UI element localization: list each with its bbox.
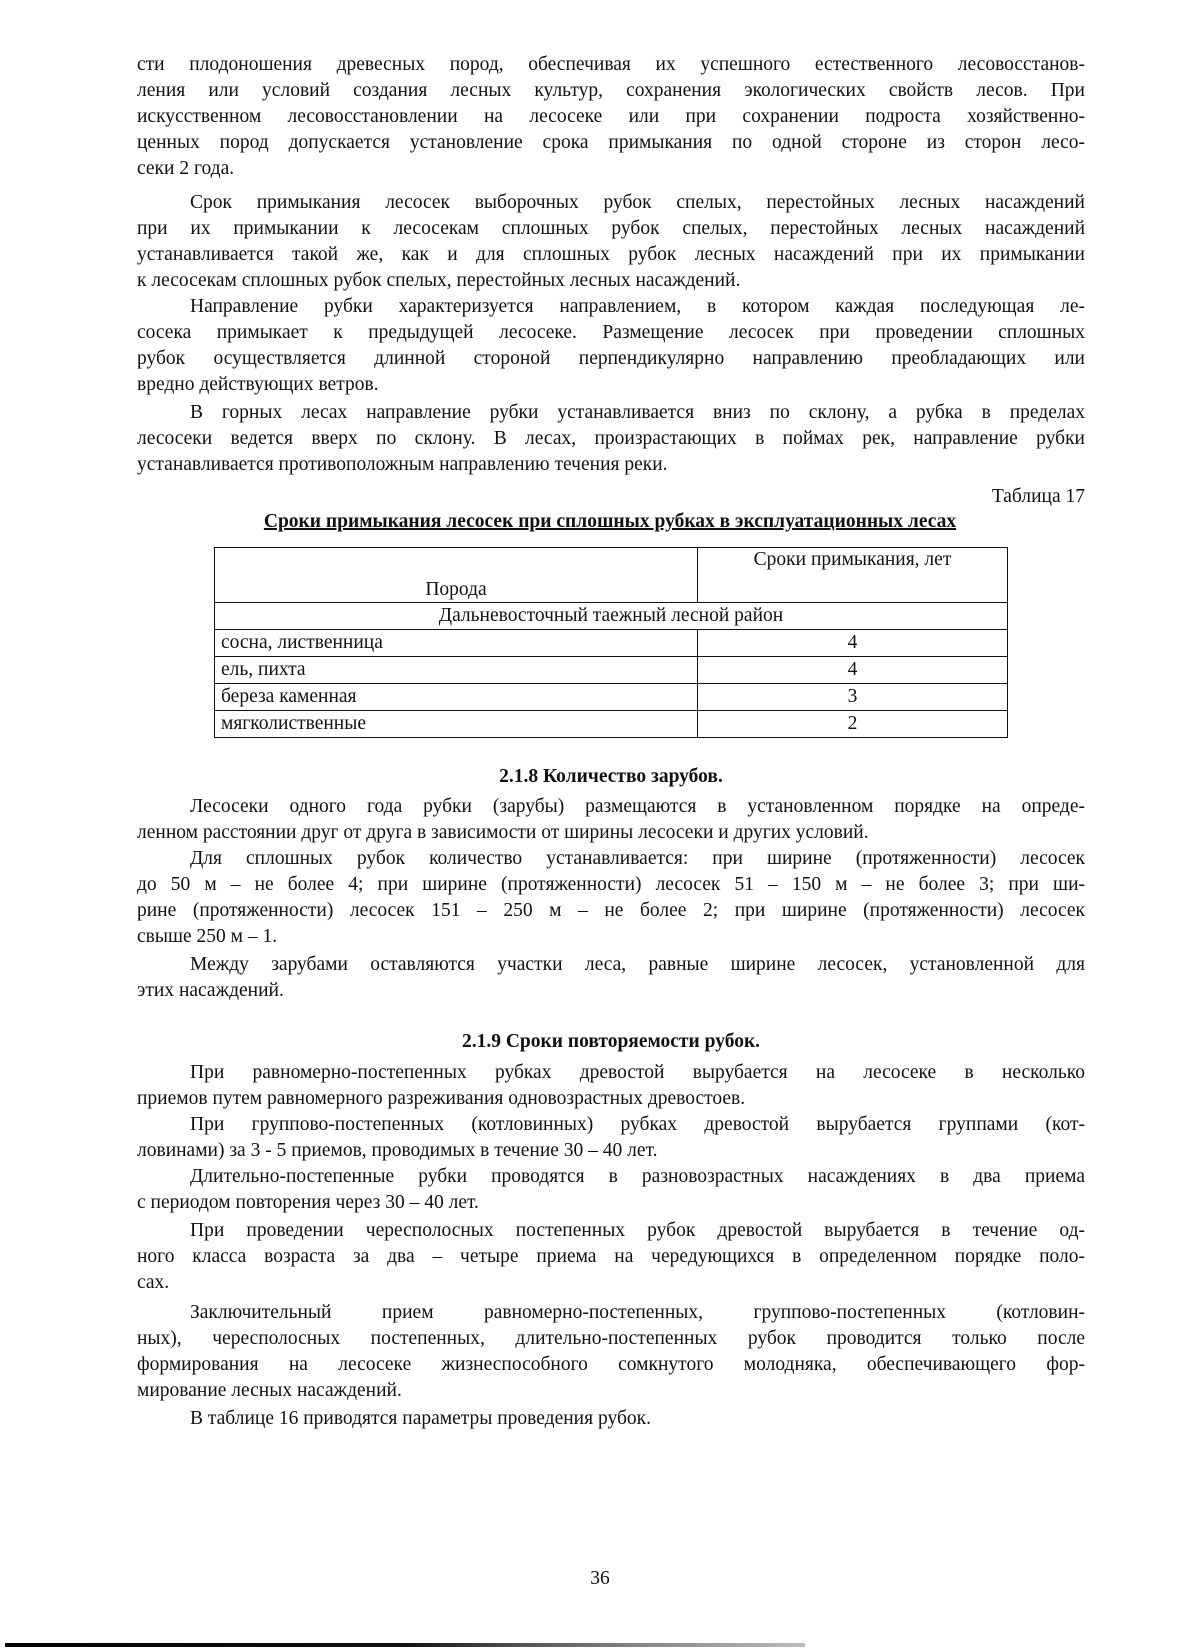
table-row <box>215 657 1008 684</box>
text-line: лесосеки ведется вверх по склону. В лесах, произрастающих в поймах рек, направление рубки <box>137 428 1085 449</box>
species-cell: мягколиственные <box>215 711 698 738</box>
text-line: При проведении чересполосных постепенных рубок древостой вырубается в течение од- <box>190 1220 1085 1241</box>
text-line: искусственном лесовосстановлении на лесосеке или при сохранении подроста хозяйственно- <box>137 106 1085 127</box>
table-title: Сроки примыкания лесосек при сплошных рубках в эксплуатационных лесах <box>263 511 957 532</box>
text-line: устанавливается противоположным направлению течения реки. <box>137 454 668 475</box>
text-line: ления или условий создания лесных культур, сохранения экологических свойств лесов. При <box>137 80 1085 101</box>
table-header-row <box>215 548 1008 603</box>
text-line: Между зарубами оставляются участки леса, равные ширине лесосек, установленной для <box>190 954 1085 975</box>
years-cell: 4 <box>698 657 1008 684</box>
text-line: рине (протяженности) лесосек 151 – 250 м – не более 2; при ширине (протяженности) лесосек <box>137 900 1085 921</box>
column-header-species: Порода <box>215 548 698 603</box>
text-line: Заключительный прием равномерно-постепенных, группово-постепенных (котловин- <box>190 1302 1085 1323</box>
text-line: секи 2 года. <box>137 158 235 179</box>
text-line: до 50 м – не более 4; при ширине (протяженности) лесосек 51 – 150 м – не более 3; при ши- <box>137 874 1085 895</box>
text-line: мирование лесных насаждений. <box>137 1380 402 1401</box>
text-line: ловинами) за 3 - 5 приемов, проводимых в течение 30 – 40 лет. <box>137 1140 658 1161</box>
table-adjacency-periods <box>214 547 1008 738</box>
text-line: ценных пород допускается установление срока примыкания по одной стороне из сторон лесо- <box>137 132 1085 153</box>
text-line: Лесосеки одного года рубки (зарубы) размещаются в установленном порядке на опреде- <box>190 796 1085 817</box>
text-line: ных), чересполосных постепенных, длительно-постепенных рубок проводится только после <box>137 1328 1085 1349</box>
section-heading-2-1-8: 2.1.8 Количество зарубов. <box>499 766 723 787</box>
text-line: при их примыкании к лесосекам сплошных рубок спелых, перестойных лесных насаждений <box>137 218 1085 239</box>
text-line: свыше 250 м – 1. <box>137 926 278 947</box>
text-line: Для сплошных рубок количество устанавливается: при ширине (протяженности) лесосек <box>190 848 1085 869</box>
table-number-label: Таблица 17 <box>991 486 1085 507</box>
text-line: Длительно-постепенные рубки проводятся в разновозрастных насаждениях в два приема <box>190 1166 1085 1187</box>
table-row <box>215 711 1008 738</box>
text-line: формирования на лесосеке жизнеспособного сомкнутого молодняка, обеспечивающего фор- <box>137 1354 1085 1375</box>
text-line: В таблице 16 приводятся параметры проведения рубок. <box>190 1408 651 1429</box>
species-cell: ель, пихта <box>215 657 698 684</box>
section-heading-2-1-9: 2.1.9 Сроки повторяемости рубок. <box>461 1031 761 1052</box>
region-cell: Дальневосточный таежный лесной район <box>215 603 1008 630</box>
text-line: В горных лесах направление рубки устанавливается вниз по склону, а рубка в пределах <box>190 402 1085 423</box>
species-cell: береза каменная <box>215 684 698 711</box>
text-line: к лесосекам сплошных рубок спелых, перестойных лесных насаждений. <box>137 270 741 291</box>
species-cell: сосна, лиственница <box>215 630 698 657</box>
text-line: сти плодоношения древесных пород, обеспечивая их успешного естественного лесовосстанов- <box>137 54 1085 75</box>
text-line: с периодом повторения через 30 – 40 лет. <box>137 1192 479 1213</box>
text-line: Направление рубки характеризуется направлением, в котором каждая последующая ле- <box>190 296 1085 317</box>
years-cell: 3 <box>698 684 1008 711</box>
text-line: сах. <box>137 1272 170 1293</box>
text-line: устанавливается такой же, как и для сплошных рубок лесных насаждений при их примыкании <box>137 244 1085 265</box>
text-line: приемов путем равномерного разреживания одновозрастных древостоев. <box>137 1088 746 1109</box>
column-header-years: Сроки примыкания, лет <box>698 548 1008 603</box>
table-region-row <box>215 603 1008 630</box>
text-line: При равномерно-постепенных рубках древостой вырубается на лесосеке в несколько <box>190 1062 1085 1083</box>
years-cell: 2 <box>698 711 1008 738</box>
text-line: этих насаждений. <box>137 980 284 1001</box>
text-line: ленном расстоянии друг от друга в зависимости от ширины лесосеки и других условий. <box>137 822 869 843</box>
page-number: 36 <box>590 1568 610 1589</box>
text-line: сосека примыкает к предыдущей лесосеке. Размещение лесосек при проведении сплошных <box>137 322 1085 343</box>
years-cell: 4 <box>698 630 1008 657</box>
text-line: При группово-постепенных (котловинных) рубках древостой вырубается группами (кот- <box>190 1114 1085 1135</box>
bottom-rule-divider <box>5 1643 805 1647</box>
text-line: ного класса возраста за два – четыре приема на чередующихся в определенном порядке поло- <box>137 1246 1085 1267</box>
text-line: рубок осуществляется длинной стороной перпендикулярно направлению преобладающих или <box>137 348 1085 369</box>
table-row <box>215 630 1008 657</box>
table-row <box>215 684 1008 711</box>
text-line: Срок примыкания лесосек выборочных рубок спелых, перестойных лесных насаждений <box>190 192 1085 213</box>
text-line: вредно действующих ветров. <box>137 374 379 395</box>
